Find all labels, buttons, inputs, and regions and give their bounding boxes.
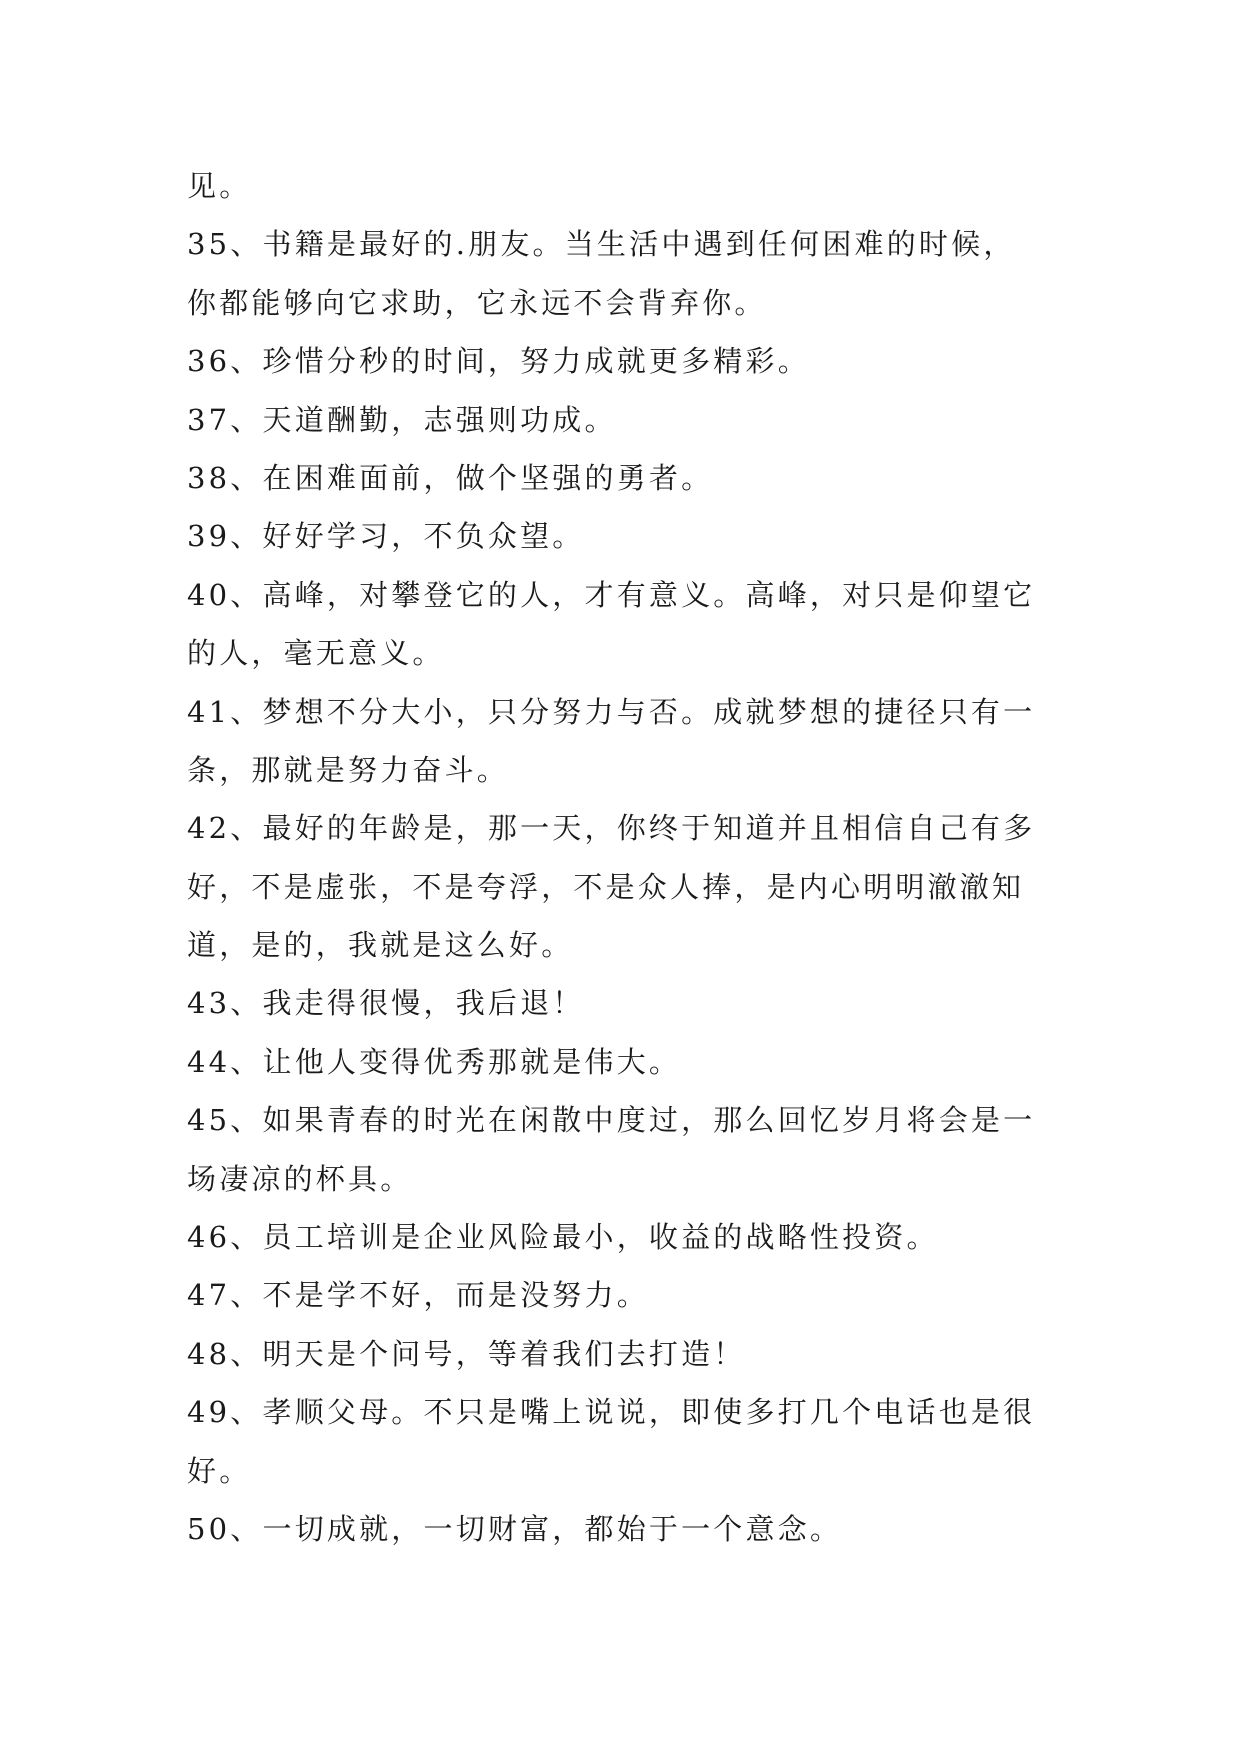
- text-line: 39、好好学习，不负众望。: [187, 519, 585, 554]
- text-line: 50、一切成就，一切财富，都始于一个意念。: [187, 1511, 843, 1546]
- text-line: 38、在困难面前，做个坚强的勇者。: [187, 460, 714, 495]
- text-line: 44、让他人变得优秀那就是伟大。: [187, 1044, 682, 1079]
- text-line: 的人，毫无意义。: [187, 636, 445, 671]
- text-line: 37、天道酬勤，志强则功成。: [187, 402, 617, 437]
- text-line: 40、高峰，对攀登它的人，才有意义。高峰，对只是仰望它: [187, 577, 1036, 612]
- text-line: 见。: [187, 169, 252, 203]
- text-line: 48、明天是个问号，等着我们去打造！: [187, 1336, 746, 1371]
- document-body: [187, 157, 1057, 1558]
- text-line: 43、我走得很慢，我后退！: [187, 986, 585, 1021]
- text-line: 道，是的，我就是这么好。: [187, 928, 574, 963]
- text-line: 36、珍惜分秒的时间，努力成就更多精彩。: [187, 344, 810, 379]
- text-line: 47、不是学不好，而是没努力。: [187, 1278, 649, 1313]
- text-line: 好，不是虚张，不是夸浮，不是众人捧，是内心明明澈澈知: [187, 869, 1025, 904]
- text-line: 45、如果青春的时光在闲散中度过，那么回忆岁月将会是一: [187, 1103, 1036, 1138]
- text-line: 你都能够向它求助，它永远不会背弃你。: [187, 285, 767, 320]
- text-line: 好。: [187, 1453, 252, 1488]
- text-line: 条，那就是努力奋斗。: [187, 752, 510, 787]
- text-line: 41、梦想不分大小，只分努力与否。成就梦想的捷径只有一: [187, 694, 1036, 729]
- text-line: 46、员工培训是企业风险最小，收益的战略性投资。: [187, 1220, 939, 1255]
- text-line: 49、孝顺父母。不只是嘴上说说，即使多打几个电话也是很: [187, 1395, 1036, 1430]
- text-line: 35、书籍是最好的.朋友。当生活中遇到任何困难的时候，: [187, 227, 1016, 262]
- text-line: 42、最好的年龄是，那一天，你终于知道并且相信自己有多: [187, 811, 1036, 846]
- text-line: 场凄凉的杯具。: [187, 1161, 413, 1196]
